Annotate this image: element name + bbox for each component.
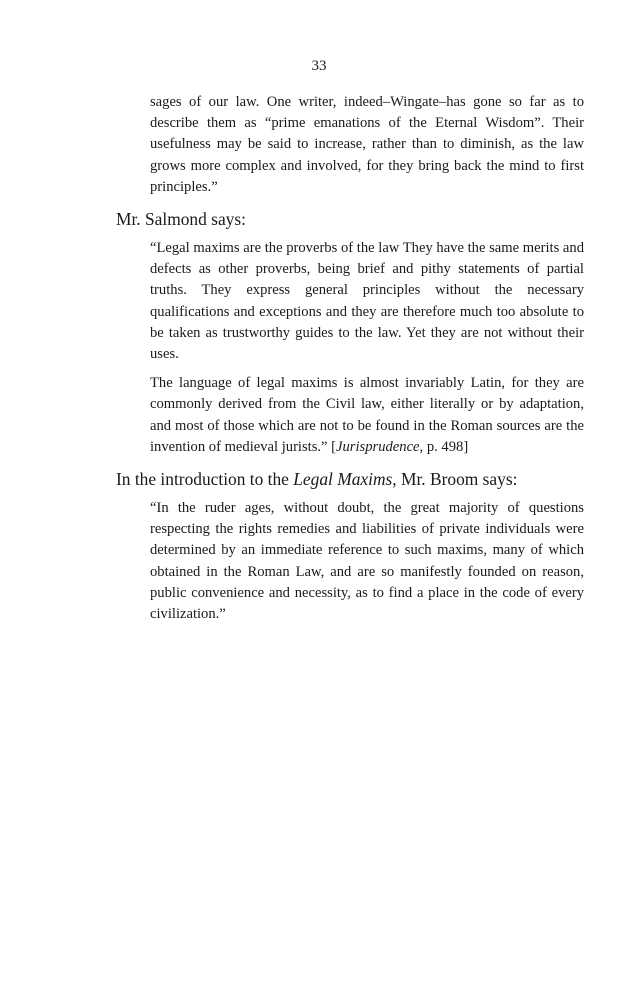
quote-paragraph-wingate: sages of our law. One writer, indeed–Wingate–has gone so far as to describe them as “prime emanations of the Eternal Wisdom”. Their usefulness may be said to increase, rather than to diminish, as the law grows more complex and involved, for they bring back the mind to first principles.” [150,94,584,195]
book-title: Legal Maxims [293,469,393,490]
lead-suffix: , Mr. Broom says: [392,469,518,490]
lead-prefix: In the introduction to the [116,469,294,490]
page-body [116,92,584,625]
citation-title: Jurisprudence [336,438,420,455]
citation-page: , p. 498] [419,438,469,455]
lead-line-broom [116,468,584,490]
quote-paragraph-salmond-1: “Legal maxims are the proverbs of the law They have the same merits and defects as other proverbs, being brief and pithy statements of partial truths. They express general principles without the necessary qualifications and exceptions and they are therefore much too absolute to be taken as trustworthy guides to the law. Yet they are not without their uses. [150,240,584,363]
lead-line-salmond: Mr. Salmond says: [116,209,246,230]
quote-paragraph-broom: “In the ruder ages, without doubt, the great majority of questions respecting the rights remedies and liabilities of private individuals were determined by an immediate reference to such maxims, many of which obtained in the Roman Law, and are so manifestly founded on reason, public convenience and necessity, as to find a place in the code of every civilization.” [150,500,584,623]
page-number: 33 [311,58,327,74]
quote-text: The language of legal maxims is almost invariably Latin, for they are commonly derived from the Civil law, either literally or by adaptation, and most of those which are not to be found in the Roman sources are the invention of medieval jurists.” [ [150,375,584,455]
quote-paragraph-salmond-2 [150,373,584,458]
